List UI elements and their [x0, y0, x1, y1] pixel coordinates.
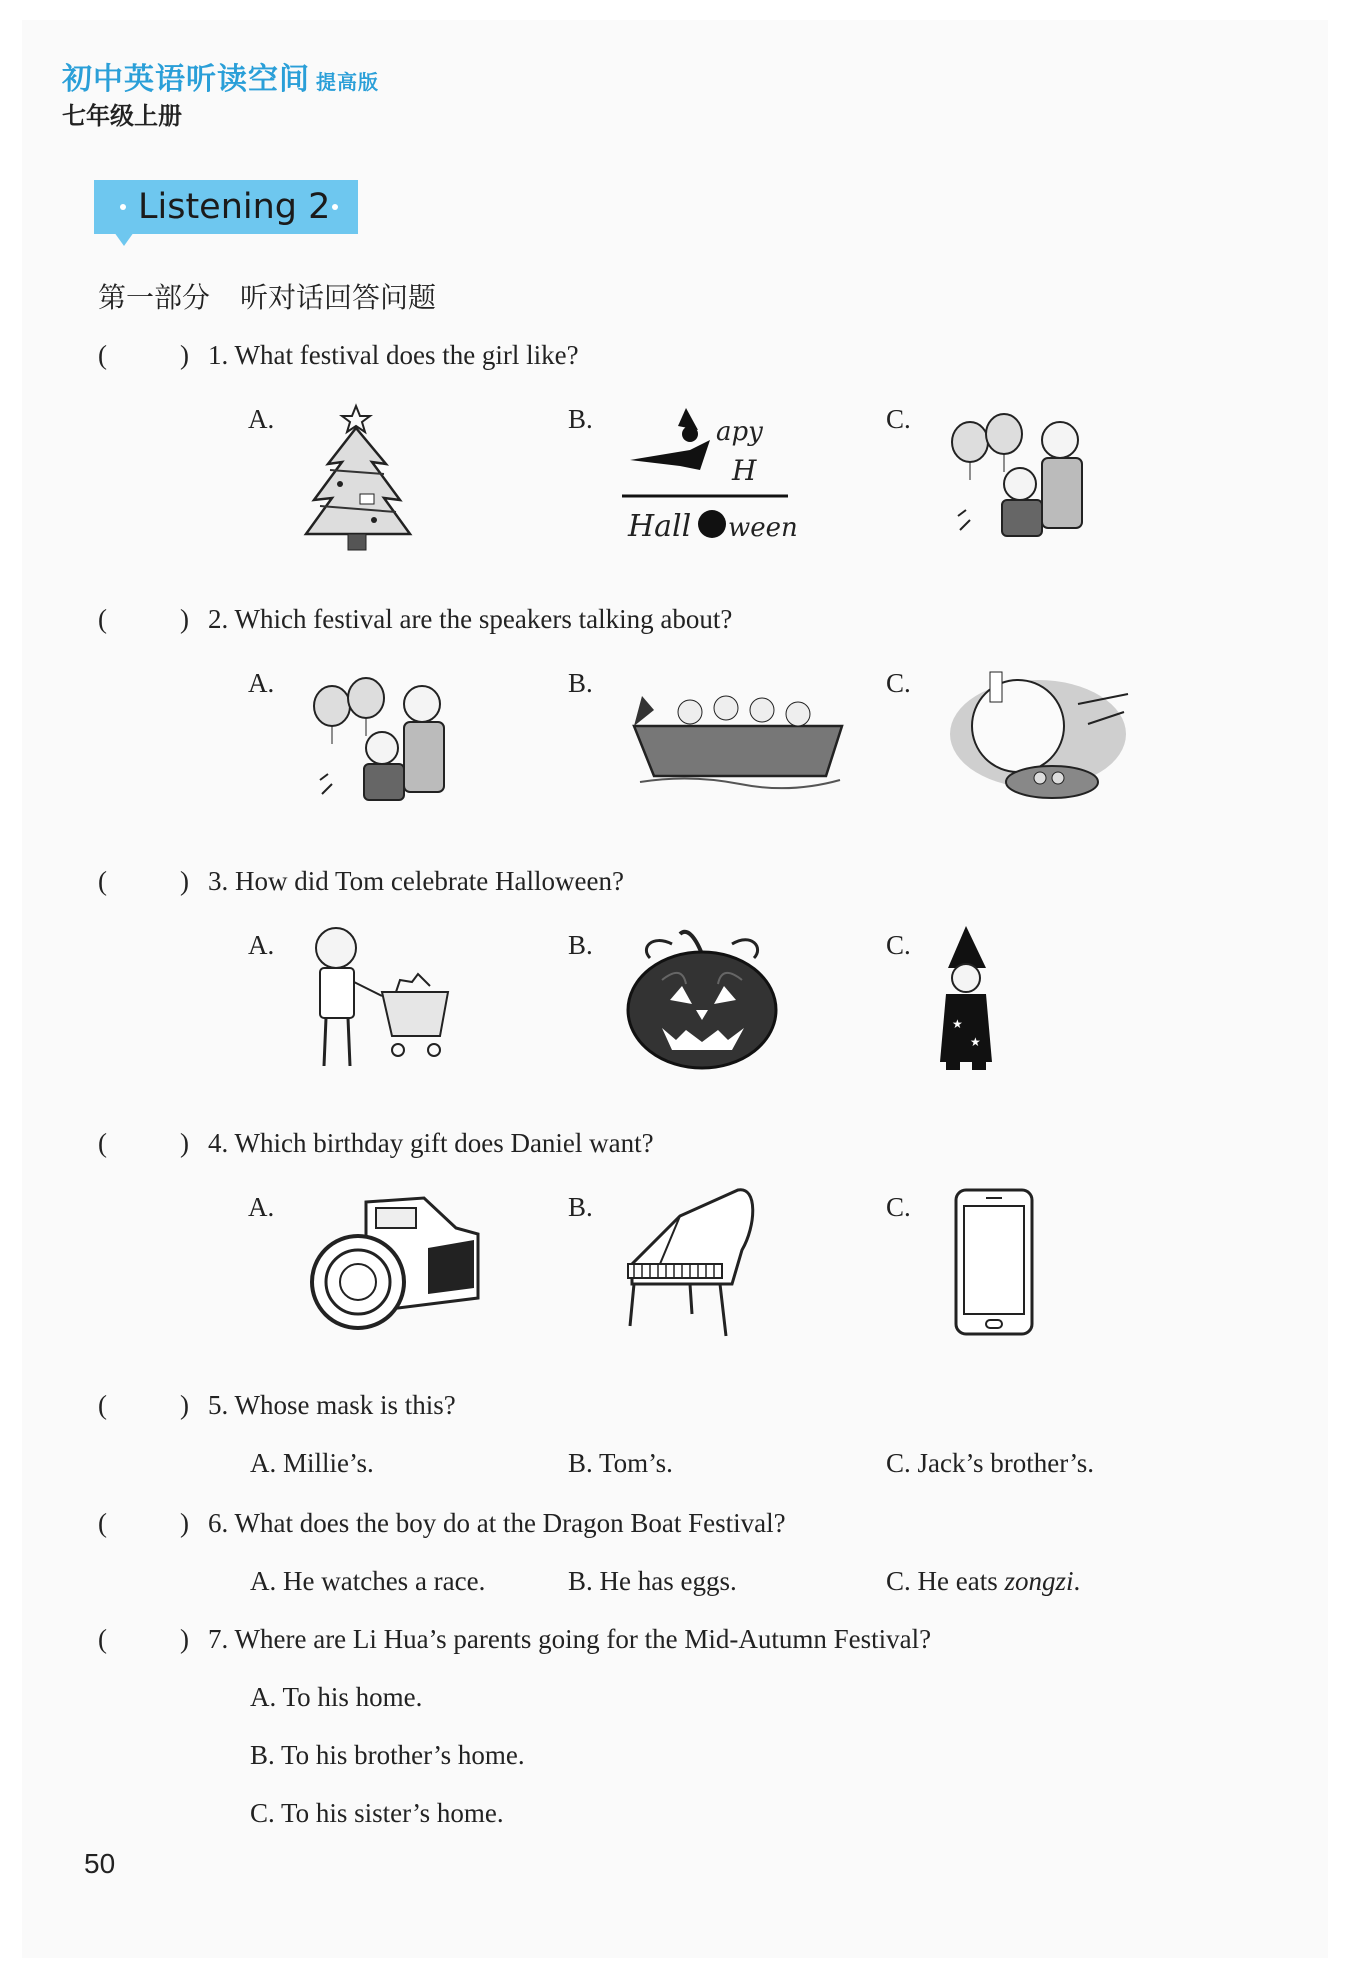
option-b: B. To his brother’s home.	[250, 1740, 525, 1770]
question-text: 7. Where are Li Hua’s parents going for the Mid-Autumn Festival?	[208, 1624, 932, 1654]
option-label: C.	[886, 930, 911, 960]
banner-tail	[114, 232, 134, 246]
answer-paren-open: (	[98, 604, 107, 634]
answer-paren-close: )	[180, 1128, 189, 1158]
option-label: B.	[568, 668, 593, 698]
svg-text:★: ★	[970, 1035, 981, 1049]
grade-subtitle: 七年级上册	[62, 101, 182, 130]
answer-paren-close: )	[180, 340, 189, 370]
question-text: 2. Which festival are the speakers talking about?	[208, 604, 733, 634]
question-text: 5. Whose mask is this?	[208, 1390, 456, 1420]
svg-text:★: ★	[952, 1017, 963, 1031]
question-text: 4. Which birthday gift does Daniel want?	[208, 1128, 654, 1158]
camera-icon	[306, 1188, 486, 1338]
edition-badge: 提高版	[316, 70, 379, 94]
answer-paren-open: (	[98, 1128, 107, 1158]
banner-dot	[332, 204, 338, 210]
option-c: C. To his sister’s home.	[250, 1798, 504, 1828]
answer-paren-open: (	[98, 340, 107, 370]
svg-text:ween: ween	[728, 513, 798, 543]
answer-paren-open: (	[98, 1624, 107, 1654]
option-label: C.	[886, 668, 911, 698]
option-b: B. Tom’s.	[568, 1448, 673, 1478]
banner-label: Listening 2	[138, 187, 331, 227]
option-a: A. He watches a race.	[250, 1566, 486, 1596]
lanterns-fireworks-icon	[940, 400, 1100, 550]
section-heading	[98, 276, 436, 316]
answer-paren-open: (	[98, 1508, 107, 1538]
svg-text:H: H	[732, 454, 757, 487]
option-c: C. Jack’s brother’s.	[886, 1448, 1094, 1478]
option-c: C. He eats zongzi.	[886, 1566, 1081, 1596]
answer-paren-close: )	[180, 1390, 189, 1420]
option-a: A. To his home.	[250, 1682, 423, 1712]
answer-paren-open: (	[98, 866, 107, 896]
option-label: A.	[248, 930, 275, 960]
answer-paren-close: )	[180, 1624, 189, 1654]
option-b: B. He has eggs.	[568, 1566, 737, 1596]
option-a: A. Millie’s.	[250, 1448, 374, 1478]
section-instruction: 听对话回答问题	[240, 281, 437, 314]
dragon-boat-icon	[630, 666, 850, 796]
moon-mooncake-icon	[948, 664, 1148, 814]
page-number: 50	[84, 1848, 116, 1879]
halloween-witch-icon	[620, 400, 798, 550]
option-label: A.	[248, 1192, 275, 1222]
answer-paren-close: )	[180, 1508, 189, 1538]
witch-costume-icon	[932, 924, 1002, 1074]
svg-text:apy: apy	[716, 417, 763, 447]
option-label: B.	[568, 1192, 593, 1222]
book-title: 初中英语听读空间 提高版	[62, 62, 379, 97]
option-label: B.	[568, 404, 593, 434]
option-label: C.	[886, 404, 911, 434]
answer-paren-open: (	[98, 1390, 107, 1420]
option-label: A.	[248, 404, 275, 434]
piano-icon	[620, 1186, 770, 1342]
option-label: B.	[568, 930, 593, 960]
banner-dot	[120, 204, 126, 210]
lanterns-fireworks-icon	[302, 664, 462, 814]
jack-o-lantern-icon	[622, 924, 782, 1074]
smartphone-icon	[954, 1188, 1034, 1336]
section-part: 第一部分	[98, 281, 211, 314]
answer-paren-close: )	[180, 604, 189, 634]
option-label: C.	[886, 1192, 911, 1222]
listening-banner	[94, 180, 358, 234]
question-text: 1. What festival does the girl like?	[208, 340, 579, 370]
question-text: 3. How did Tom celebrate Halloween?	[208, 866, 624, 896]
shopping-cart-boy-icon	[302, 926, 462, 1076]
answer-paren-close: )	[180, 866, 189, 896]
christmas-tree-icon	[300, 404, 430, 554]
svg-text:Hall: Hall	[628, 509, 692, 544]
question-text: 6. What does the boy do at the Dragon Boat Festival?	[208, 1508, 786, 1538]
option-label: A.	[248, 668, 275, 698]
